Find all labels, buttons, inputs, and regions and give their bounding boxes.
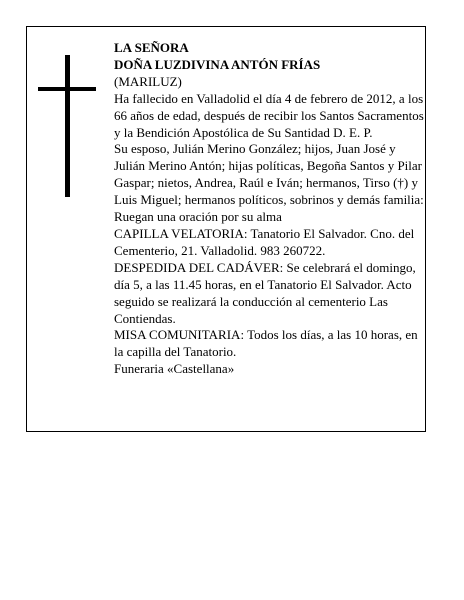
obituary-heading: LA SEÑORA — [114, 40, 189, 55]
deceased-name: DOÑA LUZDIVINA ANTÓN FRÍAS — [114, 56, 321, 72]
cross-icon — [38, 55, 96, 197]
obituary-text — [114, 40, 424, 378]
deceased-alias: (MARILUZ) — [114, 73, 182, 89]
mass-info: MISA COMUNITARIA: Todos los días, a las 10 horas, en la capilla del Tanatorio. — [114, 327, 418, 360]
farewell-info: DESPEDIDA DEL CADÁVER: Se celebrará el domingo, día 5, a las 11.45 horas, en el Tanatorio El Salvador. Acto seguido se realizará la conducción al cementerio Las Contiendas. — [114, 259, 416, 326]
prayer-request: Ruegan una oración por su alma — [114, 209, 282, 225]
cross-horizontal-bar — [38, 87, 96, 91]
obituary-notice — [26, 26, 426, 432]
cross-vertical-bar — [65, 55, 70, 197]
death-announcement: Ha fallecido en Valladolid el día 4 de febrero de 2012, a los 66 años de edad, después de recibir los Santos Sacramentos y la Bendición Apostólica de Su Santidad D. E. P. — [114, 90, 424, 140]
family-list: Su esposo, Julián Merino González; hijos, Juan José y Julián Merino Antón; hijas políticas, Begoña Santos y Pilar Gaspar; nietos, Andrea, Raúl e Iván; hermanos, Tirso (†) y Luis Miguel; hermanos políticos, sobrinos y demás familia: — [114, 141, 424, 208]
chapel-info: CAPILLA VELATORIA: Tanatorio El Salvador. Cno. del Cementerio, 21. Valladolid. 983 260722. — [114, 225, 415, 258]
funeral-home: Funeraria «Castellana» — [114, 361, 235, 377]
